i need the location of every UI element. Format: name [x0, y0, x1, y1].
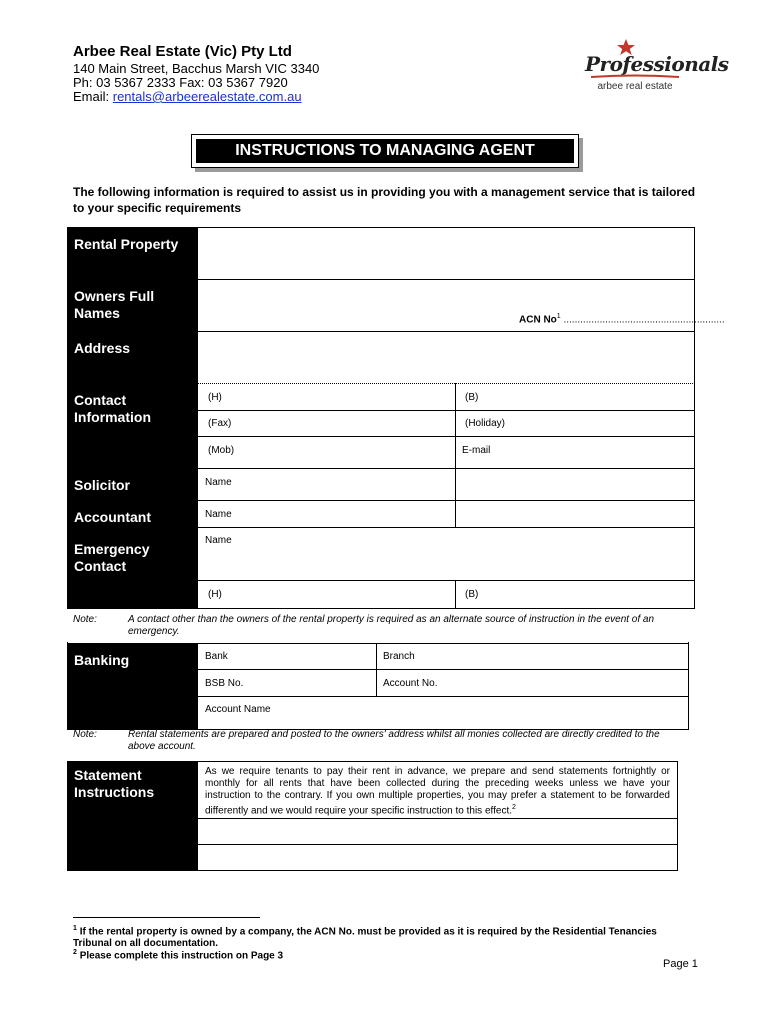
account-name-field[interactable]: Account Name [205, 704, 271, 715]
statement-instruction-field-2[interactable] [199, 845, 677, 870]
contact-home-field[interactable]: (H) [208, 392, 222, 403]
statement-instruction-field-1[interactable] [199, 819, 677, 844]
row-divider [198, 580, 695, 581]
column-divider [455, 468, 456, 527]
acn-field[interactable]: ACN No$^1$ .......................................................... [519, 313, 725, 326]
footnote-1-text: If the rental property is owned by a company, the ACN No. must be provided as it is required by the Residential Tenancies Tribunal on all documentation. [73, 926, 657, 950]
solicitor-name-field[interactable]: Name [205, 477, 232, 488]
statement-body: As we require tenants to pay their rent in advance, we prepare and send statements fortnightly or monthly for all rents that have been collected during the preceding weeks unless we have your instruction to the contrary. If you own multiple properties, you may prefer a statement to be forwarded differently and we would require your specific instruction to this effect. [205, 766, 670, 817]
statement-footnote-ref: 2 [512, 804, 516, 811]
note-label: Note: [73, 729, 97, 740]
label-solicitor: Solicitor [74, 477, 131, 493]
note-emergency-text: A contact other than the owners of the rental property is required as an alternate source of instruction in the event of an emergency. [128, 614, 655, 637]
logo-subtitle: arbee real estate [597, 81, 673, 92]
bsb-field[interactable]: BSB No. [205, 678, 244, 689]
email-label: Email: [73, 89, 110, 104]
address-field[interactable] [199, 332, 694, 383]
statement-text [205, 766, 670, 817]
label-emergency: Emergency Contact [74, 541, 150, 574]
footnote-1-number: 1 [73, 925, 77, 932]
label-accountant: Accountant [74, 509, 151, 525]
contact-email-field[interactable]: E-mail [462, 445, 491, 456]
email-link[interactable]: rentals@arbeerealestate.com.au [112, 89, 302, 104]
company-name: Arbee Real Estate (Vic) Pty Ltd [73, 43, 292, 60]
page-number: Page 1 [663, 958, 698, 970]
company-phone-fax: Ph: 03 5367 2333 Fax: 03 5367 7920 [73, 75, 288, 90]
emergency-name-field[interactable]: Name [205, 535, 232, 546]
label-owners: Owners Full Names [74, 288, 155, 321]
emergency-home-field[interactable]: (H) [208, 589, 222, 600]
note-label: Note: [73, 614, 97, 625]
row-divider [198, 410, 695, 411]
row-divider [198, 527, 695, 528]
acn-footnote-ref: 1 [556, 313, 561, 320]
row-divider [198, 669, 689, 670]
footnote-2-text: Please complete this instruction on Page 3 [79, 950, 284, 962]
company-address: 140 Main Street, Bacchus Marsh VIC 3340 [73, 61, 320, 76]
company-email-line [73, 89, 302, 104]
column-divider [455, 383, 456, 469]
row-divider [198, 500, 695, 501]
footnote-2 [73, 947, 688, 962]
row-divider [198, 468, 695, 469]
emergency-business-field[interactable]: (B) [465, 589, 479, 600]
footnote-separator [73, 917, 260, 918]
logo-wordmark: Professionals [585, 52, 729, 76]
row-divider [198, 436, 695, 437]
row-divider [198, 643, 689, 644]
contact-holiday-field[interactable]: (Holiday) [465, 418, 506, 429]
contact-business-field[interactable]: (B) [465, 392, 479, 403]
label-banking: Banking [74, 652, 130, 668]
rental-property-field[interactable] [199, 228, 694, 279]
note-banking-text: Rental statements are prepared and posted to the owners' address whilst all monies collected are directly credited to the above account. [128, 729, 660, 752]
intro-text: The following information is required to assist us in providing you with a management service that is tailored to your specific requirements [73, 185, 696, 215]
row-divider [198, 383, 695, 384]
bank-field[interactable]: Bank [205, 651, 228, 662]
account-number-field[interactable]: Account No. [383, 678, 438, 689]
title-banner [191, 134, 579, 168]
branch-field[interactable]: Branch [383, 651, 415, 662]
banking-table [67, 642, 689, 730]
label-address: Address [74, 340, 131, 356]
professionals-logo [585, 38, 729, 92]
contact-mobile-field[interactable]: (Mob) [208, 445, 235, 456]
column-divider [455, 580, 456, 609]
row-divider [198, 696, 689, 697]
acn-label: ACN No [519, 314, 557, 326]
page-title: INSTRUCTIONS TO MANAGING AGENT [196, 139, 574, 163]
contact-fax-field[interactable]: (Fax) [208, 418, 232, 429]
footnote-2-number: 2 [73, 949, 77, 956]
label-contact: Contact Information [74, 392, 151, 425]
accountant-name-field[interactable]: Name [205, 509, 232, 520]
label-statement: Statement Instructions [74, 767, 155, 800]
label-rental-property: Rental Property [74, 236, 179, 252]
column-divider [376, 643, 377, 696]
